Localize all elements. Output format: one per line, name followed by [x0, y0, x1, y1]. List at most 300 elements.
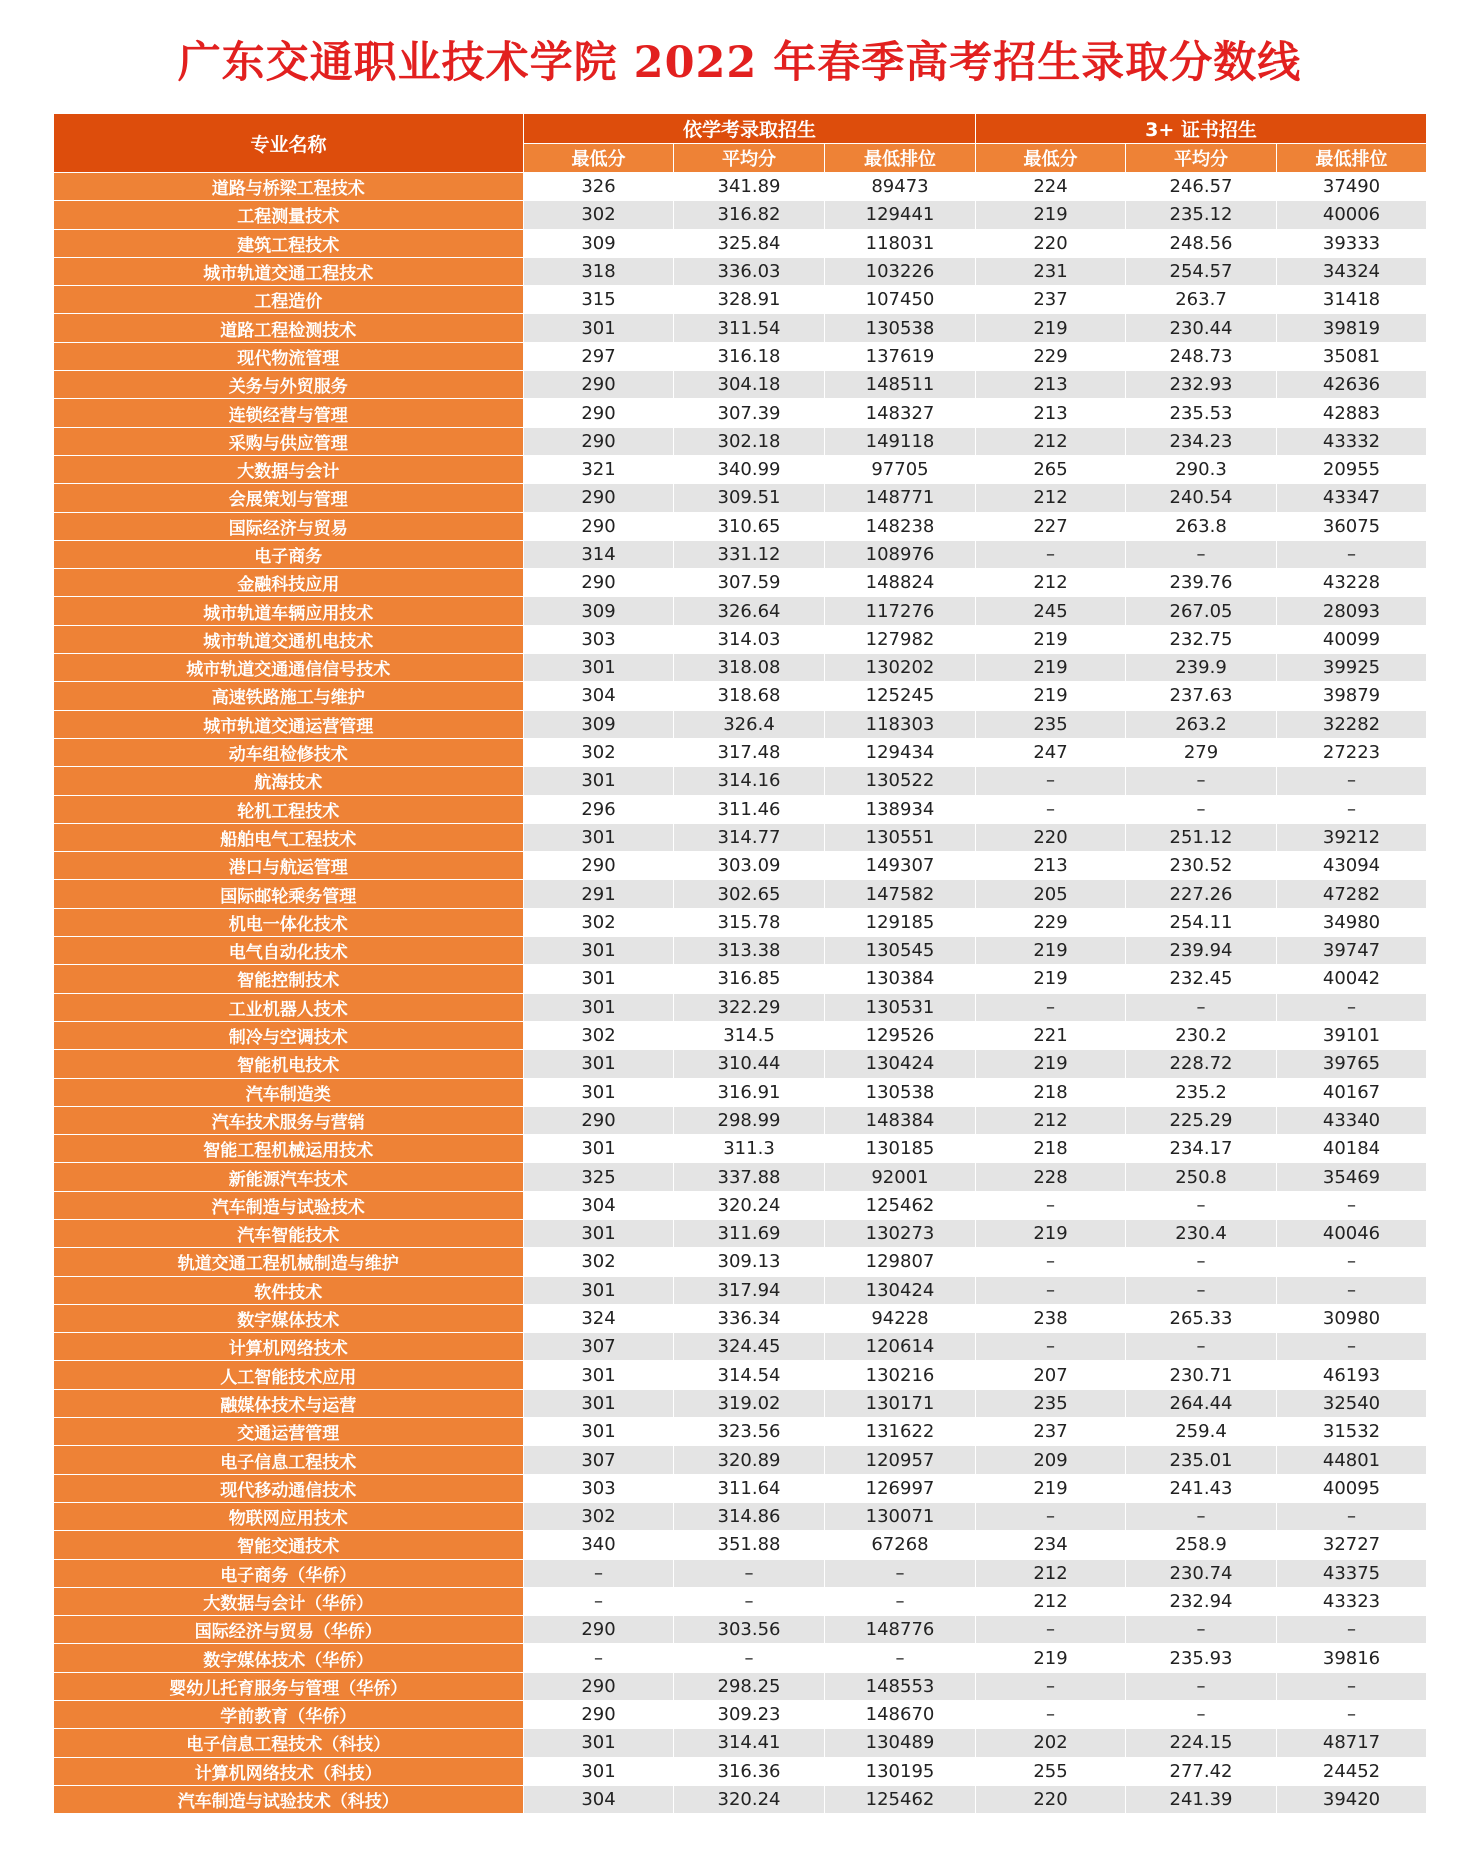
academic-min-rank-cell: 130216	[825, 1361, 976, 1389]
certificate-avg-score-cell: 228.72	[1126, 1050, 1277, 1078]
certificate-min-score-cell: 218	[976, 1135, 1126, 1163]
certificate-avg-score-cell: –	[1126, 540, 1277, 568]
academic-min-score-cell: 290	[524, 399, 674, 427]
certificate-min-score-cell: –	[976, 1248, 1126, 1276]
certificate-avg-score-cell: 227.26	[1126, 880, 1277, 908]
academic-min-rank-cell: 67268	[825, 1531, 976, 1559]
min-rank-header: 最低排位	[1277, 144, 1427, 173]
academic-min-rank-cell: 129441	[825, 201, 976, 229]
academic-avg-score-cell: 337.88	[674, 1163, 825, 1191]
certificate-min-rank-cell: 30980	[1277, 1304, 1427, 1332]
certificate-avg-score-cell: 267.05	[1126, 597, 1277, 625]
major-name-cell: 软件技术	[54, 1276, 524, 1304]
certificate-min-rank-cell: 39101	[1277, 1021, 1427, 1049]
academic-min-rank-cell: 130551	[825, 823, 976, 851]
certificate-avg-score-cell: –	[1126, 795, 1277, 823]
academic-min-score-cell: 301	[524, 1389, 674, 1417]
academic-min-score-cell: 301	[524, 1135, 674, 1163]
academic-min-rank-cell: 130531	[825, 993, 976, 1021]
certificate-min-score-cell: 219	[976, 1474, 1126, 1502]
major-name-cell: 大数据与会计	[54, 455, 524, 483]
certificate-avg-score-cell: 250.8	[1126, 1163, 1277, 1191]
academic-avg-score-cell: –	[674, 1644, 825, 1672]
certificate-avg-score-cell: 235.01	[1126, 1446, 1277, 1474]
table-row	[54, 1389, 1427, 1417]
major-name-cell: 婴幼儿托育服务与管理（华侨）	[54, 1672, 524, 1700]
academic-avg-score-cell: 325.84	[674, 229, 825, 257]
table-row	[54, 1644, 1427, 1672]
table-row	[54, 1672, 1427, 1700]
certificate-min-score-cell: 209	[976, 1446, 1126, 1474]
academic-min-rank-cell: 89473	[825, 173, 976, 201]
major-name-cell: 采购与供应管理	[54, 427, 524, 455]
certificate-min-score-cell: –	[976, 1672, 1126, 1700]
certificate-min-score-cell: 234	[976, 1531, 1126, 1559]
academic-min-score-cell: 302	[524, 1502, 674, 1530]
major-name-cell: 工业机器人技术	[54, 993, 524, 1021]
certificate-min-rank-cell: 40046	[1277, 1219, 1427, 1247]
academic-min-score-cell: 302	[524, 1021, 674, 1049]
table-row	[54, 173, 1427, 201]
certificate-avg-score-cell: 234.17	[1126, 1135, 1277, 1163]
certificate-min-rank-cell: 43094	[1277, 852, 1427, 880]
academic-avg-score-cell: 311.3	[674, 1135, 825, 1163]
academic-avg-score-cell: 320.24	[674, 1785, 825, 1813]
academic-avg-score-cell: 309.51	[674, 484, 825, 512]
academic-avg-score-cell: 298.99	[674, 1106, 825, 1134]
table-row	[54, 597, 1427, 625]
min-score-header: 最低分	[524, 144, 674, 173]
academic-min-score-cell: –	[524, 1559, 674, 1587]
table-row	[54, 1587, 1427, 1615]
academic-min-rank-cell: 138934	[825, 795, 976, 823]
certificate-avg-score-cell: –	[1126, 1672, 1277, 1700]
table-row	[54, 1163, 1427, 1191]
certificate-min-rank-cell: 40042	[1277, 965, 1427, 993]
certificate-min-score-cell: 229	[976, 342, 1126, 370]
academic-min-score-cell: 291	[524, 880, 674, 908]
certificate-min-rank-cell: 43375	[1277, 1559, 1427, 1587]
academic-min-rank-cell: 103226	[825, 257, 976, 285]
certificate-min-score-cell: 212	[976, 427, 1126, 455]
academic-min-rank-cell: 130384	[825, 965, 976, 993]
academic-min-rank-cell: 130522	[825, 767, 976, 795]
academic-min-score-cell: 309	[524, 597, 674, 625]
academic-min-rank-cell: 127982	[825, 625, 976, 653]
certificate-avg-score-cell: 230.71	[1126, 1361, 1277, 1389]
certificate-min-score-cell: 224	[976, 173, 1126, 201]
certificate-avg-score-cell: 224.15	[1126, 1729, 1277, 1757]
academic-min-score-cell: 301	[524, 965, 674, 993]
certificate-min-rank-cell: 44801	[1277, 1446, 1427, 1474]
academic-min-rank-cell: 149307	[825, 852, 976, 880]
certificate-avg-score-cell: 251.12	[1126, 823, 1277, 851]
certificate-avg-score-cell: –	[1126, 1701, 1277, 1729]
certificate-min-score-cell: 220	[976, 1785, 1126, 1813]
table-row	[54, 257, 1427, 285]
certificate-avg-score-cell: –	[1126, 767, 1277, 795]
major-name-cell: 工程造价	[54, 286, 524, 314]
table-row	[54, 682, 1427, 710]
academic-min-rank-cell: 125245	[825, 682, 976, 710]
academic-min-score-cell: 326	[524, 173, 674, 201]
certificate-min-score-cell: –	[976, 1701, 1126, 1729]
table-row	[54, 654, 1427, 682]
certificate-min-score-cell: 220	[976, 823, 1126, 851]
major-name-cell: 计算机网络技术	[54, 1333, 524, 1361]
academic-avg-score-cell: 303.56	[674, 1616, 825, 1644]
major-name-cell: 融媒体技术与运营	[54, 1389, 524, 1417]
certificate-min-rank-cell: 39212	[1277, 823, 1427, 851]
certificate-avg-score-cell: 230.52	[1126, 852, 1277, 880]
certificate-min-score-cell: 219	[976, 654, 1126, 682]
table-row	[54, 1474, 1427, 1502]
certificate-min-score-cell: 228	[976, 1163, 1126, 1191]
academic-avg-score-cell: 318.08	[674, 654, 825, 682]
academic-min-rank-cell: 120957	[825, 1446, 976, 1474]
certificate-avg-score-cell: 235.12	[1126, 201, 1277, 229]
table-row	[54, 767, 1427, 795]
table-row	[54, 965, 1427, 993]
major-name-cell: 轮机工程技术	[54, 795, 524, 823]
certificate-min-rank-cell: 40099	[1277, 625, 1427, 653]
certificate-min-rank-cell: 35469	[1277, 1163, 1427, 1191]
certificate-min-rank-cell: 27223	[1277, 738, 1427, 766]
table-row	[54, 512, 1427, 540]
table-row	[54, 1531, 1427, 1559]
major-name-cell: 国际经济与贸易（华侨）	[54, 1616, 524, 1644]
certificate-avg-score-cell: 230.44	[1126, 314, 1277, 342]
certificate-min-rank-cell: 39333	[1277, 229, 1427, 257]
certificate-avg-score-cell: 241.39	[1126, 1785, 1277, 1813]
table-row	[54, 1106, 1427, 1134]
table-row	[54, 399, 1427, 427]
certificate-min-rank-cell: –	[1277, 1333, 1427, 1361]
major-name-cell: 现代移动通信技术	[54, 1474, 524, 1502]
academic-min-score-cell: 307	[524, 1446, 674, 1474]
academic-min-score-cell: 290	[524, 1672, 674, 1700]
table-row	[54, 1248, 1427, 1276]
table-row	[54, 880, 1427, 908]
major-name-cell: 连锁经营与管理	[54, 399, 524, 427]
academic-avg-score-cell: 320.89	[674, 1446, 825, 1474]
academic-min-rank-cell: 118303	[825, 710, 976, 738]
table-row	[54, 1050, 1427, 1078]
academic-avg-score-cell: –	[674, 1559, 825, 1587]
table-row	[54, 1616, 1427, 1644]
certificate-avg-score-cell: –	[1126, 993, 1277, 1021]
academic-avg-score-cell: 314.77	[674, 823, 825, 851]
academic-avg-score-cell: 316.91	[674, 1078, 825, 1106]
academic-min-rank-cell: 125462	[825, 1785, 976, 1813]
certificate-avg-score-cell: 232.94	[1126, 1587, 1277, 1615]
major-name-cell: 城市轨道交通工程技术	[54, 257, 524, 285]
certificate-min-rank-cell: 40095	[1277, 1474, 1427, 1502]
academic-avg-score-cell: 311.64	[674, 1474, 825, 1502]
table-row	[54, 1191, 1427, 1219]
major-name-cell: 城市轨道交通通信信号技术	[54, 654, 524, 682]
certificate-group-header: 3+ 证书招生	[976, 114, 1427, 144]
table-row	[54, 1078, 1427, 1106]
major-name-cell: 城市轨道交通运营管理	[54, 710, 524, 738]
academic-avg-score-cell: 314.86	[674, 1502, 825, 1530]
academic-min-rank-cell: 92001	[825, 1163, 976, 1191]
academic-avg-score-cell: 328.91	[674, 286, 825, 314]
admission-score-table	[53, 113, 1427, 1814]
certificate-min-score-cell: –	[976, 540, 1126, 568]
certificate-min-rank-cell: 34980	[1277, 908, 1427, 936]
certificate-avg-score-cell: 239.94	[1126, 937, 1277, 965]
table-row	[54, 1446, 1427, 1474]
academic-avg-score-cell: 309.13	[674, 1248, 825, 1276]
academic-min-rank-cell: 130424	[825, 1276, 976, 1304]
academic-min-rank-cell: 148238	[825, 512, 976, 540]
academic-avg-score-cell: 326.4	[674, 710, 825, 738]
academic-min-score-cell: 302	[524, 908, 674, 936]
certificate-min-score-cell: –	[976, 795, 1126, 823]
table-row	[54, 710, 1427, 738]
certificate-avg-score-cell: 248.56	[1126, 229, 1277, 257]
major-name-header: 专业名称	[54, 114, 524, 173]
academic-avg-score-cell: 314.41	[674, 1729, 825, 1757]
major-name-cell: 智能控制技术	[54, 965, 524, 993]
certificate-min-score-cell: 219	[976, 1644, 1126, 1672]
major-name-cell: 高速铁路施工与维护	[54, 682, 524, 710]
academic-min-score-cell: 301	[524, 1219, 674, 1247]
certificate-avg-score-cell: 239.76	[1126, 569, 1277, 597]
certificate-min-rank-cell: 39819	[1277, 314, 1427, 342]
table-row	[54, 540, 1427, 568]
certificate-min-score-cell: 205	[976, 880, 1126, 908]
academic-min-score-cell: –	[524, 1644, 674, 1672]
table-row	[54, 569, 1427, 597]
major-name-cell: 交通运营管理	[54, 1418, 524, 1446]
certificate-min-rank-cell: 39816	[1277, 1644, 1427, 1672]
major-name-cell: 汽车制造与试验技术（科技）	[54, 1785, 524, 1813]
major-name-cell: 关务与外贸服务	[54, 371, 524, 399]
academic-min-rank-cell: 148511	[825, 371, 976, 399]
academic-avg-score-cell: 326.64	[674, 597, 825, 625]
academic-avg-score-cell: 316.36	[674, 1757, 825, 1785]
certificate-min-rank-cell: –	[1277, 767, 1427, 795]
certificate-min-rank-cell: 32540	[1277, 1389, 1427, 1417]
certificate-min-score-cell: 231	[976, 257, 1126, 285]
certificate-min-score-cell: 247	[976, 738, 1126, 766]
table-row	[54, 229, 1427, 257]
certificate-avg-score-cell: 232.45	[1126, 965, 1277, 993]
certificate-min-rank-cell: 46193	[1277, 1361, 1427, 1389]
academic-avg-score-cell: 314.03	[674, 625, 825, 653]
certificate-min-rank-cell: –	[1277, 1616, 1427, 1644]
table-row	[54, 823, 1427, 851]
major-name-cell: 国际经济与贸易	[54, 512, 524, 540]
certificate-avg-score-cell: 235.2	[1126, 1078, 1277, 1106]
academic-min-score-cell: 290	[524, 569, 674, 597]
academic-avg-score-cell: 307.59	[674, 569, 825, 597]
major-name-cell: 智能工程机械运用技术	[54, 1135, 524, 1163]
certificate-min-score-cell: 221	[976, 1021, 1126, 1049]
certificate-min-rank-cell: –	[1277, 1248, 1427, 1276]
academic-min-rank-cell: –	[825, 1587, 976, 1615]
academic-min-score-cell: 301	[524, 1729, 674, 1757]
certificate-min-score-cell: –	[976, 1191, 1126, 1219]
major-name-cell: 机电一体化技术	[54, 908, 524, 936]
major-name-cell: 智能交通技术	[54, 1531, 524, 1559]
certificate-min-rank-cell: 43347	[1277, 484, 1427, 512]
academic-min-rank-cell: 129807	[825, 1248, 976, 1276]
academic-avg-score-cell: 316.18	[674, 342, 825, 370]
certificate-min-rank-cell: –	[1277, 1191, 1427, 1219]
major-name-cell: 汽车技术服务与营销	[54, 1106, 524, 1134]
certificate-min-rank-cell: 43323	[1277, 1587, 1427, 1615]
academic-min-score-cell: 290	[524, 1701, 674, 1729]
academic-min-score-cell: 301	[524, 993, 674, 1021]
academic-min-rank-cell: 120614	[825, 1333, 976, 1361]
certificate-min-score-cell: –	[976, 993, 1126, 1021]
academic-min-score-cell: 301	[524, 1757, 674, 1785]
certificate-min-rank-cell: –	[1277, 1672, 1427, 1700]
academic-min-rank-cell: 148670	[825, 1701, 976, 1729]
academic-avg-score-cell: 304.18	[674, 371, 825, 399]
certificate-min-score-cell: 245	[976, 597, 1126, 625]
major-name-cell: 汽车智能技术	[54, 1219, 524, 1247]
certificate-avg-score-cell: 263.8	[1126, 512, 1277, 540]
certificate-min-rank-cell: 47282	[1277, 880, 1427, 908]
major-name-cell: 计算机网络技术（科技）	[54, 1757, 524, 1785]
academic-avg-score-cell: 323.56	[674, 1418, 825, 1446]
academic-test-group-header: 依学考录取招生	[524, 114, 976, 144]
major-name-cell: 动车组检修技术	[54, 738, 524, 766]
table-row	[54, 484, 1427, 512]
table-row	[54, 1701, 1427, 1729]
min-rank-header: 最低排位	[825, 144, 976, 173]
certificate-min-rank-cell: 40184	[1277, 1135, 1427, 1163]
certificate-min-score-cell: 212	[976, 1106, 1126, 1134]
certificate-min-score-cell: 220	[976, 229, 1126, 257]
major-name-cell: 新能源汽车技术	[54, 1163, 524, 1191]
academic-min-score-cell: 307	[524, 1333, 674, 1361]
certificate-min-score-cell: 229	[976, 908, 1126, 936]
major-name-cell: 汽车制造类	[54, 1078, 524, 1106]
academic-min-score-cell: 304	[524, 1785, 674, 1813]
certificate-min-rank-cell: 42636	[1277, 371, 1427, 399]
certificate-min-rank-cell: 39925	[1277, 654, 1427, 682]
certificate-avg-score-cell: –	[1126, 1502, 1277, 1530]
certificate-avg-score-cell: 225.29	[1126, 1106, 1277, 1134]
certificate-min-score-cell: 219	[976, 1050, 1126, 1078]
certificate-min-rank-cell: 39747	[1277, 937, 1427, 965]
certificate-min-score-cell: 219	[976, 965, 1126, 993]
academic-avg-score-cell: 318.68	[674, 682, 825, 710]
certificate-avg-score-cell: 235.53	[1126, 399, 1277, 427]
academic-avg-score-cell: 302.65	[674, 880, 825, 908]
academic-min-rank-cell: 130538	[825, 1078, 976, 1106]
certificate-min-score-cell: 235	[976, 710, 1126, 738]
table-row	[54, 1559, 1427, 1587]
academic-avg-score-cell: 336.03	[674, 257, 825, 285]
certificate-min-score-cell: 255	[976, 1757, 1126, 1785]
certificate-min-score-cell: –	[976, 1333, 1126, 1361]
certificate-avg-score-cell: 230.2	[1126, 1021, 1277, 1049]
certificate-min-score-cell: 212	[976, 1587, 1126, 1615]
certificate-avg-score-cell: –	[1126, 1191, 1277, 1219]
academic-min-rank-cell: 149118	[825, 427, 976, 455]
academic-min-score-cell: 290	[524, 1106, 674, 1134]
table-row	[54, 342, 1427, 370]
academic-avg-score-cell: 307.39	[674, 399, 825, 427]
table-row	[54, 738, 1427, 766]
certificate-min-rank-cell: 24452	[1277, 1757, 1427, 1785]
table-row	[54, 286, 1427, 314]
academic-min-rank-cell: 130538	[825, 314, 976, 342]
table-row	[54, 1361, 1427, 1389]
certificate-avg-score-cell: 258.9	[1126, 1531, 1277, 1559]
table-row	[54, 908, 1427, 936]
academic-min-rank-cell: 126997	[825, 1474, 976, 1502]
academic-min-rank-cell: 125462	[825, 1191, 976, 1219]
major-name-cell: 国际邮轮乘务管理	[54, 880, 524, 908]
min-score-header: 最低分	[976, 144, 1126, 173]
major-name-cell: 电子商务	[54, 540, 524, 568]
certificate-min-rank-cell: 40167	[1277, 1078, 1427, 1106]
certificate-min-score-cell: 219	[976, 625, 1126, 653]
major-name-cell: 船舶电气工程技术	[54, 823, 524, 851]
certificate-min-rank-cell: 39765	[1277, 1050, 1427, 1078]
certificate-avg-score-cell: 232.75	[1126, 625, 1277, 653]
academic-min-rank-cell: 137619	[825, 342, 976, 370]
academic-min-score-cell: 290	[524, 371, 674, 399]
academic-min-score-cell: 301	[524, 767, 674, 795]
certificate-avg-score-cell: 263.7	[1126, 286, 1277, 314]
certificate-min-score-cell: 219	[976, 937, 1126, 965]
certificate-min-score-cell: 238	[976, 1304, 1126, 1332]
certificate-min-score-cell: 213	[976, 399, 1126, 427]
academic-avg-score-cell: 317.94	[674, 1276, 825, 1304]
table-row	[54, 1785, 1427, 1813]
academic-min-score-cell: 324	[524, 1304, 674, 1332]
academic-min-rank-cell: 129526	[825, 1021, 976, 1049]
certificate-avg-score-cell: –	[1126, 1616, 1277, 1644]
academic-avg-score-cell: 336.34	[674, 1304, 825, 1332]
certificate-min-score-cell: 213	[976, 371, 1126, 399]
certificate-min-rank-cell: –	[1277, 1502, 1427, 1530]
certificate-min-rank-cell: 36075	[1277, 512, 1427, 540]
major-name-cell: 航海技术	[54, 767, 524, 795]
academic-min-score-cell: 290	[524, 484, 674, 512]
major-name-cell: 汽车制造与试验技术	[54, 1191, 524, 1219]
academic-min-score-cell: 301	[524, 937, 674, 965]
academic-min-score-cell: 302	[524, 1248, 674, 1276]
academic-min-score-cell: 301	[524, 654, 674, 682]
academic-avg-score-cell: 314.16	[674, 767, 825, 795]
major-name-cell: 道路工程检测技术	[54, 314, 524, 342]
academic-avg-score-cell: 322.29	[674, 993, 825, 1021]
major-name-cell: 制冷与空调技术	[54, 1021, 524, 1049]
academic-min-rank-cell: 117276	[825, 597, 976, 625]
certificate-avg-score-cell: 241.43	[1126, 1474, 1277, 1502]
certificate-avg-score-cell: 264.44	[1126, 1389, 1277, 1417]
academic-avg-score-cell: 310.44	[674, 1050, 825, 1078]
certificate-avg-score-cell: 234.23	[1126, 427, 1277, 455]
academic-min-score-cell: 290	[524, 427, 674, 455]
major-name-cell: 电气自动化技术	[54, 937, 524, 965]
academic-min-rank-cell: 130195	[825, 1757, 976, 1785]
academic-min-rank-cell: 131622	[825, 1418, 976, 1446]
major-name-cell: 城市轨道交通机电技术	[54, 625, 524, 653]
academic-avg-score-cell: 311.46	[674, 795, 825, 823]
certificate-min-rank-cell: 43340	[1277, 1106, 1427, 1134]
certificate-avg-score-cell: –	[1126, 1248, 1277, 1276]
